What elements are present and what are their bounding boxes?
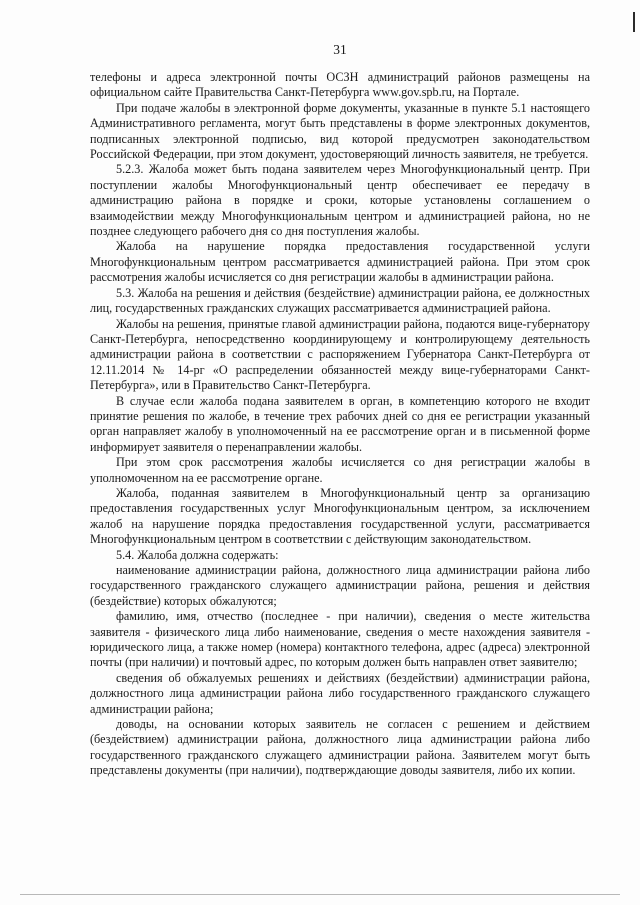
scan-edge-line [20, 894, 620, 895]
list-item-applicant: фамилию, имя, отчество (последнее - при наличии), сведения о месте жительства заявителя - физического лица либо наименование, сведения о месте нахождения заявителя - юридического лица, а также номер (номера) контактного телефона, адрес (адреса) электронной почты (при наличии) и почтовый адрес, по которым должен быть направлен ответ заявителю; [90, 609, 590, 670]
list-item-decisions: сведения об обжалуемых решениях и действиях (бездействии) администрации района, должностного лица администрации района либо государственного гражданского служащего администрации района; [90, 670, 590, 716]
paragraph-5-4: 5.4. Жалоба должна содержать: [116, 547, 279, 562]
paragraph-head-complaints: Жалобы на решения, принятые главой администрации района, подаются вице-губернатору Санкт-Петербурга, непосредственно координирующему и контролирующему деятельность администрации района в соответствии с распоряжением Губернатора Санкт-Петербурга от 12.11.2014 № 14-рг «О распределении обязанностей между вице-губернаторами Санкт-Петербурга», или в Правительство Санкт-Петербурга. [90, 316, 590, 393]
page-number: 31 [333, 42, 347, 57]
list-item-name: наименование администрации района, должностного лица администрации района либо государственного гражданского служащего администрации района, решения и действия (бездействие) которых обжалуются; [90, 563, 590, 608]
paragraph-review-term: При этом срок рассмотрения жалобы исчисляется со дня регистрации жалобы в уполномоченном на ее рассмотрение органе. [90, 455, 590, 485]
paragraph-electronic-submission: При подаче жалобы в электронной форме документы, указанные в пункте 5.1 настоящего Административного регламента, могут быть представлены в форме электронных документов, подписанных электронной подписью, вид которой предусмотрен законодательством Российской Федерации, при этом документ, удостоверяющий личность заявителя, не требуется. [90, 100, 590, 162]
paragraph-mfc-complaint: Жалоба на нарушение порядка предоставления государственной услуги Многофункциональным центром рассматривается администрацией района. При этом срок рассмотрения жалобы исчисляется со дня регистрации жалобы в администрации района. [90, 239, 590, 285]
document-body [90, 70, 590, 779]
paragraph-5-2-3: 5.2.3. Жалоба может быть подана заявителем через Многофункциональный центр. При поступлении жалобы Многофункциональный центр обеспечивает ее передачу в администрацию района в порядке и сроки, которые установлены соглашением о взаимодействии между Многофункциональным центром и администрацией района, но не позднее следующего рабочего дня со дня поступления жалобы. [90, 162, 590, 239]
list-item-arguments: доводы, на основании которых заявитель не согласен с решением и действием (бездействием) администрации района, должностного лица администрации района либо государственного гражданского служащего администрации района. Заявителем могут быть представлены документы (при наличии), подтверждающие доводы заявителя, либо их копии. [90, 717, 590, 778]
paragraph-contacts-continuation: телефоны и адреса электронной почты ОСЗН администраций районов размещены на официальном сайте Правительства Санкт-Петербурга www.gov.spb.ru, на Портале. [90, 70, 590, 100]
scan-mark [633, 12, 635, 32]
paragraph-redirect: В случае если жалоба подана заявителем в орган, в компетенцию которого не входит принятие решения по жалобе, в течение трех рабочих дней со дня ее регистрации указанный орган направляет жалобу в уполномоченный на ее рассмотрение орган и в письменной форме информирует заявителя о перенаправлении жалобы. [90, 393, 590, 454]
paragraph-5-3: 5.3. Жалоба на решения и действия (бездействие) администрации района, ее должностных лиц, государственных гражданских служащих рассматривается администрацией района. [90, 285, 590, 316]
paragraph-mfc-review: Жалоба, поданная заявителем в Многофункциональный центр за организацию предоставления государственных услуг Многофункциональным центром, за исключением жалоб на нарушение порядка предоставления государственной услуги, рассматривается Многофункциональным центром в соответствии с действующим законодательством. [90, 485, 590, 547]
